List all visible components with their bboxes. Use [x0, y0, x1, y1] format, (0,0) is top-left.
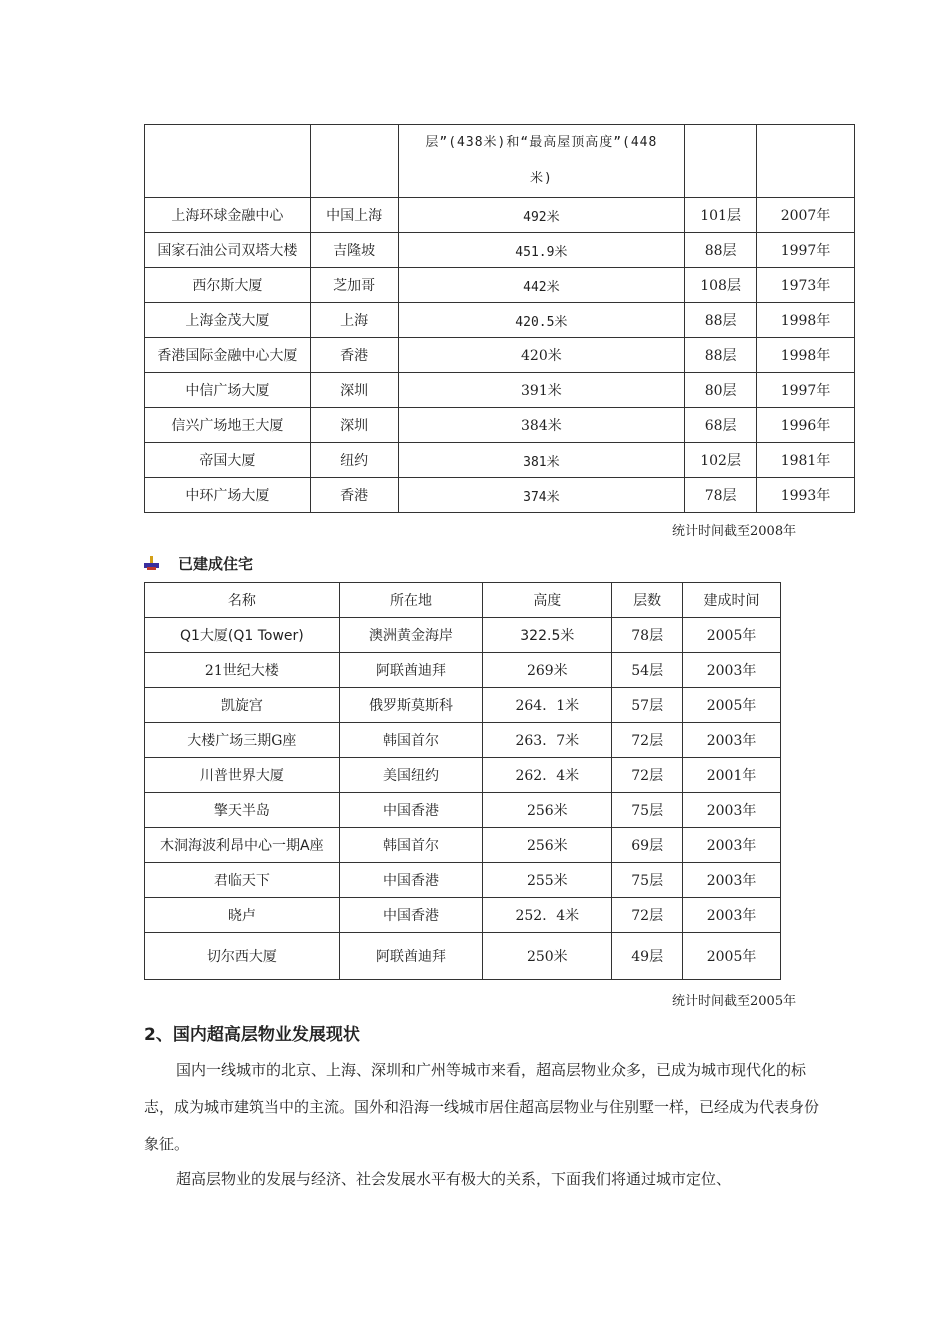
building-name: 上海金茂大厦	[145, 303, 311, 338]
table-header-row	[145, 583, 781, 618]
building-year: 1997年	[757, 373, 855, 408]
residence-height: 263．7米	[483, 723, 612, 758]
building-name: 帝国大厦	[145, 443, 311, 478]
building-height: 381米	[398, 443, 685, 478]
residence-height: 264．1米	[483, 688, 612, 723]
building-floors: 101层	[685, 198, 757, 233]
residence-name: 凯旋宫	[145, 688, 340, 723]
section-heading	[144, 553, 253, 574]
residence-name: 川普世界大厦	[145, 758, 340, 793]
table-row	[145, 933, 781, 980]
header-floors: 层数	[612, 583, 683, 618]
table-row	[145, 618, 781, 653]
residence-name: Q1大厦(Q1 Tower)	[145, 618, 340, 653]
building-location: 香港	[310, 338, 398, 373]
residence-floors: 75层	[612, 793, 683, 828]
building-floors: 88层	[685, 338, 757, 373]
residence-location: 韩国首尔	[339, 723, 483, 758]
residence-name: 大楼广场三期G座	[145, 723, 340, 758]
residence-height: 322.5米	[483, 618, 612, 653]
residence-year: 2001年	[683, 758, 781, 793]
residence-floors: 54层	[612, 653, 683, 688]
table-row	[145, 443, 855, 478]
residence-name: 晓卢	[145, 898, 340, 933]
header-height: 高度	[483, 583, 612, 618]
residence-name: 君临天下	[145, 863, 340, 898]
residence-location: 俄罗斯莫斯科	[339, 688, 483, 723]
continued-line-1: 层”(438米)和“最高屋顶高度”(448	[425, 135, 658, 150]
residence-location: 中国香港	[339, 793, 483, 828]
residence-year: 2005年	[683, 618, 781, 653]
table-row	[145, 758, 781, 793]
building-height: 442米	[398, 268, 685, 303]
building-floors: 108层	[685, 268, 757, 303]
building-location: 吉隆坡	[310, 233, 398, 268]
building-floors: 78层	[685, 478, 757, 513]
building-height: 420米	[398, 338, 685, 373]
table-row	[145, 793, 781, 828]
residence-height: 252．4米	[483, 898, 612, 933]
residence-floors: 57层	[612, 688, 683, 723]
building-year: 1981年	[757, 443, 855, 478]
building-name: 中环广场大厦	[145, 478, 311, 513]
building-year: 2007年	[757, 198, 855, 233]
supertall-buildings-table	[144, 124, 855, 513]
table-row	[145, 198, 855, 233]
table-row	[145, 338, 855, 373]
residence-location: 美国纽约	[339, 758, 483, 793]
building-location: 中国上海	[310, 198, 398, 233]
residence-year: 2003年	[683, 653, 781, 688]
residence-height: 269米	[483, 653, 612, 688]
paragraph-text: 超高层物业的发展与经济、社会发展水平有极大的关系，下面我们将通过城市定位、	[176, 1170, 732, 1188]
building-floors: 102层	[685, 443, 757, 478]
residence-name: 切尔西大厦	[145, 933, 340, 980]
building-year: 1993年	[757, 478, 855, 513]
building-floors: 80层	[685, 373, 757, 408]
building-name: 中信广场大厦	[145, 373, 311, 408]
residential-towers-table	[144, 582, 781, 980]
table-row	[145, 898, 781, 933]
building-floors: 68层	[685, 408, 757, 443]
building-year: 1996年	[757, 408, 855, 443]
building-year: 1998年	[757, 303, 855, 338]
building-floors: 88层	[685, 233, 757, 268]
building-name: 上海环球金融中心	[145, 198, 311, 233]
residence-floors: 78层	[612, 618, 683, 653]
section-heading-2: 2、国内超高层物业发展现状	[144, 1025, 360, 1045]
table2-footnote: 统计时间截至2005年	[672, 994, 797, 1009]
residence-name: 21世纪大楼	[145, 653, 340, 688]
table1-footnote: 统计时间截至2008年	[672, 524, 797, 539]
building-name: 香港国际金融中心大厦	[145, 338, 311, 373]
body-paragraph-2	[144, 1161, 824, 1198]
section-title: 已建成住宅	[178, 555, 254, 573]
header-year: 建成时间	[683, 583, 781, 618]
residence-location: 中国香港	[339, 898, 483, 933]
table-row	[145, 303, 855, 338]
header-name: 名称	[145, 583, 340, 618]
building-location: 芝加哥	[310, 268, 398, 303]
building-height: 492米	[398, 198, 685, 233]
building-location: 上海	[310, 303, 398, 338]
continued-line-2: 米)	[529, 171, 553, 186]
table-row	[145, 233, 855, 268]
building-name: 国家石油公司双塔大楼	[145, 233, 311, 268]
building-location: 香港	[310, 478, 398, 513]
building-height: 374米	[398, 478, 685, 513]
residence-year: 2003年	[683, 793, 781, 828]
building-location: 纽约	[310, 443, 398, 478]
residence-year: 2003年	[683, 828, 781, 863]
residence-floors: 69层	[612, 828, 683, 863]
colorful-bullet-icon	[144, 556, 160, 572]
building-year: 1997年	[757, 233, 855, 268]
building-location: 深圳	[310, 373, 398, 408]
table-row	[145, 863, 781, 898]
residence-year: 2003年	[683, 863, 781, 898]
residence-name: 木洞海波利昂中心一期A座	[145, 828, 340, 863]
building-year: 1973年	[757, 268, 855, 303]
table-row	[145, 688, 781, 723]
residence-name: 擎天半岛	[145, 793, 340, 828]
building-floors: 88层	[685, 303, 757, 338]
residence-floors: 72层	[612, 723, 683, 758]
building-name: 信兴广场地王大厦	[145, 408, 311, 443]
residence-year: 2003年	[683, 898, 781, 933]
table-row	[145, 828, 781, 863]
residence-floors: 72层	[612, 898, 683, 933]
building-height: 420.5米	[398, 303, 685, 338]
table-row	[145, 723, 781, 758]
residence-height: 256米	[483, 828, 612, 863]
building-name: 西尔斯大厦	[145, 268, 311, 303]
residence-floors: 72层	[612, 758, 683, 793]
body-paragraph-1	[144, 1052, 824, 1163]
residence-height: 256米	[483, 793, 612, 828]
building-height: 384米	[398, 408, 685, 443]
residence-height: 250米	[483, 933, 612, 980]
residence-location: 阿联酋迪拜	[339, 933, 483, 980]
table-row-continued	[145, 125, 855, 198]
residence-year: 2003年	[683, 723, 781, 758]
paragraph-text: 国内一线城市的北京、上海、深圳和广州等城市来看，超高层物业众多，已成为城市现代化的标志，成为城市建筑当中的主流。国外和沿海一线城市居住超高层物业与住别墅一样，已经成为代表身份象征。	[144, 1061, 820, 1153]
residence-floors: 75层	[612, 863, 683, 898]
residence-location: 韩国首尔	[339, 828, 483, 863]
header-location: 所在地	[339, 583, 483, 618]
table-row	[145, 478, 855, 513]
building-location: 深圳	[310, 408, 398, 443]
table-row	[145, 268, 855, 303]
continued-cell	[398, 125, 685, 198]
building-height: 391米	[398, 373, 685, 408]
table-row	[145, 653, 781, 688]
residence-floors: 49层	[612, 933, 683, 980]
residence-height: 255米	[483, 863, 612, 898]
table-row	[145, 373, 855, 408]
residence-location: 阿联酋迪拜	[339, 653, 483, 688]
building-height: 451.9米	[398, 233, 685, 268]
building-year: 1998年	[757, 338, 855, 373]
residence-year: 2005年	[683, 933, 781, 980]
residence-location: 中国香港	[339, 863, 483, 898]
residence-year: 2005年	[683, 688, 781, 723]
table-row	[145, 408, 855, 443]
residence-height: 262．4米	[483, 758, 612, 793]
residence-location: 澳洲黄金海岸	[339, 618, 483, 653]
